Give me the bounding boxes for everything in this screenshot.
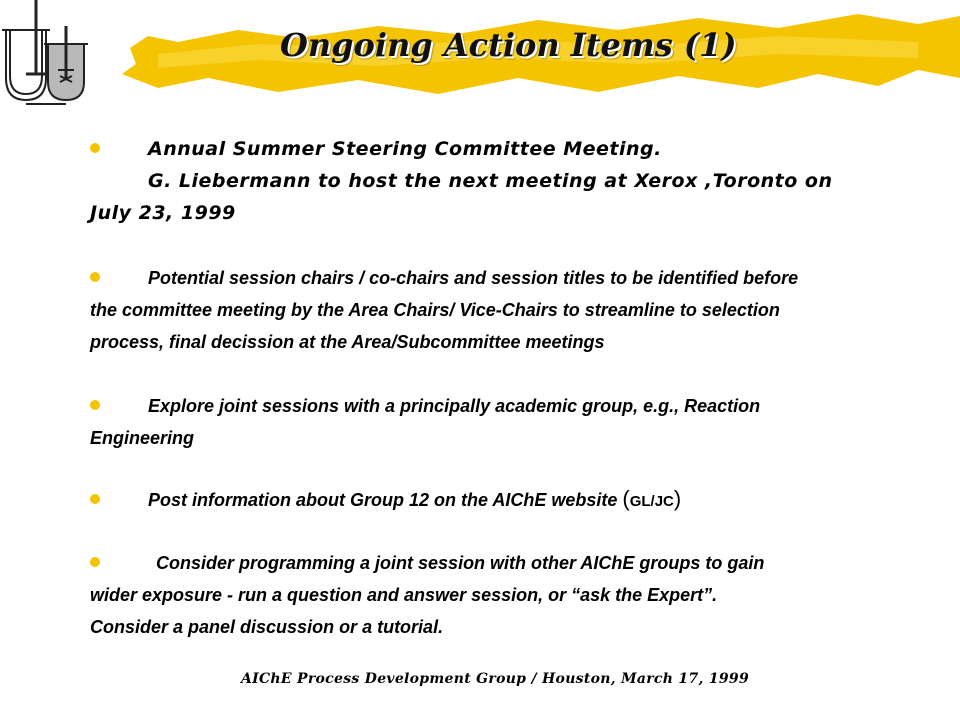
slide-title: Ongoing Action Items (1)	[280, 26, 737, 64]
item-1-line-3: July 23, 1999	[90, 202, 236, 224]
bullet-icon	[90, 143, 100, 153]
action-item-1	[90, 133, 920, 229]
action-item-3	[90, 390, 920, 454]
action-item-4: Post information about Group 12 on the AIChE website (GL/JC)	[90, 483, 920, 518]
item-1-line-2: G. Liebermann to host the next meeting at Xerox ,Toronto on	[148, 170, 833, 192]
reactor-vessels-icon	[0, 0, 100, 110]
bullet-icon	[90, 272, 100, 282]
item-2-line-3: process, final decission at the Area/Subcommittee meetings	[90, 332, 605, 352]
item-3-line-2: Engineering	[90, 428, 195, 448]
bullet-icon	[90, 557, 100, 567]
item-4-line-1: Post information about Group 12 on the AIChE website	[148, 490, 618, 510]
item-3-line-1: Explore joint sessions with a principally academic group, e.g., Reaction	[148, 396, 761, 416]
action-item-5	[90, 547, 920, 643]
item-4-initials: GL/JC	[629, 493, 674, 510]
item-1-line-1: Annual Summer Steering Committee Meeting.	[148, 138, 662, 160]
bullet-icon	[90, 494, 100, 504]
item-2-line-1: Potential session chairs / co-chairs and session titles to be identified before	[148, 268, 799, 288]
item-5-line-2: wider exposure - run a question and answer session, or “ask the Expert”.	[90, 585, 718, 605]
slide-footer: AIChE Process Development Group / Houston, March 17, 1999	[240, 671, 750, 687]
item-5-line-3: Consider a panel discussion or a tutorial.	[90, 617, 444, 637]
item-2-line-2: the committee meeting by the Area Chairs/ Vice-Chairs to streamline to selection	[90, 300, 780, 320]
bullet-icon	[90, 400, 100, 410]
item-5-line-1: Consider programming a joint session with other AIChE groups to gain	[156, 553, 765, 573]
action-item-2	[90, 262, 920, 358]
